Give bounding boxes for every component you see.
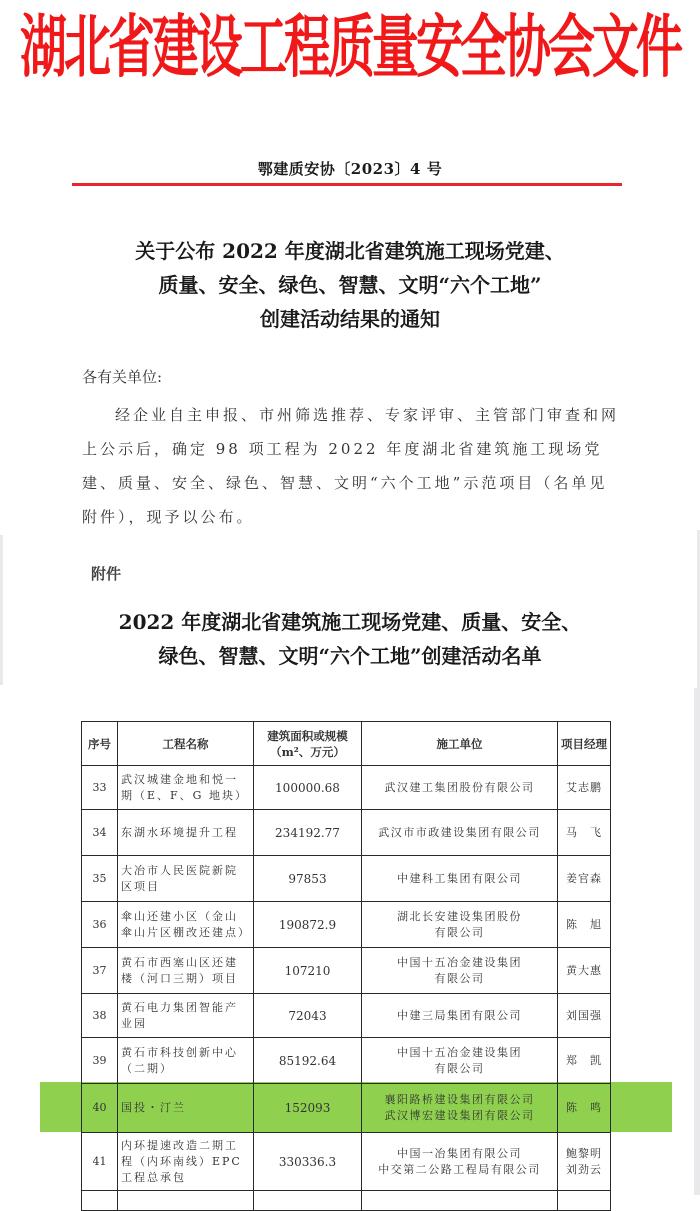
construction-unit-line: 中交第二公路工程局有限公司 [378,1162,541,1176]
header-unit: 施工单位 [362,722,558,766]
header-area: 建筑面积或规模（m²、万元） [254,722,362,766]
cell-no: 38 [82,994,118,1038]
scan-edge-right-lower [694,688,700,1195]
cell-construction-unit [362,810,558,856]
cell-project-manager: 刘国强 [558,994,611,1038]
masthead-title: 湖北省建设工程质量安全协会文件 [20,8,680,88]
construction-unit-line: 有限公司 [434,1061,485,1075]
header-name: 工程名称 [118,722,254,766]
project-roster-table [81,721,611,1211]
cell-project-manager: 郑 凯 [558,1038,611,1084]
attachment-title-line: 2022 年度湖北省建筑施工现场党建、质量、安全、 [118,610,582,634]
cell-project-name: 大冶市人民医院新院区项目 [118,856,254,902]
red-divider [72,183,622,186]
cell-project-name: 东湖水环境提升工程 [118,810,254,856]
attachment-label: 附件 [91,565,122,583]
header-no: 序号 [82,722,118,766]
table-row [82,1038,611,1084]
cell-no: 36 [82,902,118,948]
cell-no: 35 [82,856,118,902]
cell-project-name: 黄石电力集团智能产业园 [118,994,254,1038]
cell-construction-unit [362,766,558,810]
scan-edge-left [0,535,3,685]
document-number: 鄂建质安协〔2023〕4 号 [257,160,443,178]
cell-area: 100000.68 [254,766,362,810]
salutation: 各有关单位: [82,368,163,386]
cell-project-name [118,1191,254,1211]
construction-unit-line: 武汉建工集团股份有限公司 [384,780,535,794]
cell-project-manager: 鲍黎明 刘劲云 [558,1133,611,1191]
cell-project-name: 国投・汀兰 [118,1084,254,1133]
notice-body: 经企业自主申报、市州筛选推荐、专家评审、主管部门审查和网上公示后，确定 98 项工程为 2022 年度湖北省建筑施工现场党建、质量、安全、绿色、智慧、文明“六个工地”示范项目（名单见附件），现予以公布。 [82,406,620,526]
cell-area: 190872.9 [254,902,362,948]
header-manager: 项目经理 [558,722,611,766]
cell-project-manager: 陈 鸣 [558,1084,611,1133]
cell-construction-unit [362,1084,558,1133]
table-row [82,1133,611,1191]
construction-unit-line: 中国十五冶金建设集团 [397,1045,522,1059]
cell-area: 330336.3 [254,1133,362,1191]
construction-unit-line: 中国一冶集团有限公司 [397,1146,522,1160]
construction-unit-line: 中建三局集团有限公司 [397,1008,522,1022]
construction-unit-line: 中建科工集团有限公司 [397,871,522,885]
cell-project-manager: 陈 旭 [558,902,611,948]
cell-construction-unit [362,902,558,948]
cell-construction-unit [362,1133,558,1191]
table-row [82,902,611,948]
cell-project-name: 武汉城建金地和悦一期（E、F、G 地块） [118,766,254,810]
construction-unit-line: 湖北长安建设集团股份 [397,909,522,923]
notice-title-line: 关于公布 2022 年度湖北省建筑施工现场党建、 [135,239,565,263]
cell-construction-unit [362,1038,558,1084]
cell-area: 234192.77 [254,810,362,856]
construction-unit-line: 武汉市市政建设集团有限公司 [378,825,541,839]
cell-project-name: 傘山还建小区（金山傘山片区棚改还建点） [118,902,254,948]
construction-unit-line: 有限公司 [434,971,485,985]
notice-title-line: 创建活动结果的通知 [260,307,440,331]
construction-unit-line: 中国十五冶金建设集团 [397,955,522,969]
construction-unit-line: 有限公司 [434,925,485,939]
table-row [82,994,611,1038]
table-header-row [82,722,611,766]
notice-title-line: 质量、安全、绿色、智慧、文明“六个工地” [158,273,542,297]
cell-project-name: 内环提速改造二期工程（内环南线）EPC 工程总承包 [118,1133,254,1191]
cell-no: 41 [82,1133,118,1191]
cell-project-name: 黄石市西塞山区还建楼（河口三期）项目 [118,948,254,994]
cell-no: 40 [82,1084,118,1133]
cell-no [82,1191,118,1211]
cell-area: 97853 [254,856,362,902]
cell-project-name: 黄石市科技创新中心（二期） [118,1038,254,1084]
cell-area: 107210 [254,948,362,994]
attachment-title [60,605,640,673]
table-row [82,1191,611,1211]
cell-no: 34 [82,810,118,856]
cell-project-manager: 马 飞 [558,810,611,856]
cell-project-manager: 艾志鹏 [558,766,611,810]
cell-area: 85192.64 [254,1038,362,1084]
construction-unit-line: 襄阳路桥建设集团有限公司 [384,1093,535,1106]
cell-no: 37 [82,948,118,994]
cell-project-manager: 姜官森 [558,856,611,902]
table-body [82,766,611,1211]
cell-area: 152093 [254,1084,362,1133]
construction-unit-line: 武汉博宏建设集团有限公司 [384,1109,535,1122]
cell-construction-unit [362,1191,558,1211]
cell-project-manager: 黄大惠 [558,948,611,994]
cell-no: 33 [82,766,118,810]
cell-construction-unit [362,948,558,994]
table-row [82,766,611,810]
table-row [82,856,611,902]
attachment-title-line: 绿色、智慧、文明“六个工地”创建活动名单 [158,644,542,668]
notice-title [60,234,640,336]
table-row [82,948,611,994]
cell-no: 39 [82,1038,118,1084]
cell-area: 72043 [254,994,362,1038]
cell-project-manager [558,1191,611,1211]
table-row [82,810,611,856]
cell-area [254,1191,362,1211]
cell-construction-unit [362,994,558,1038]
table-row [82,1084,611,1133]
cell-construction-unit [362,856,558,902]
